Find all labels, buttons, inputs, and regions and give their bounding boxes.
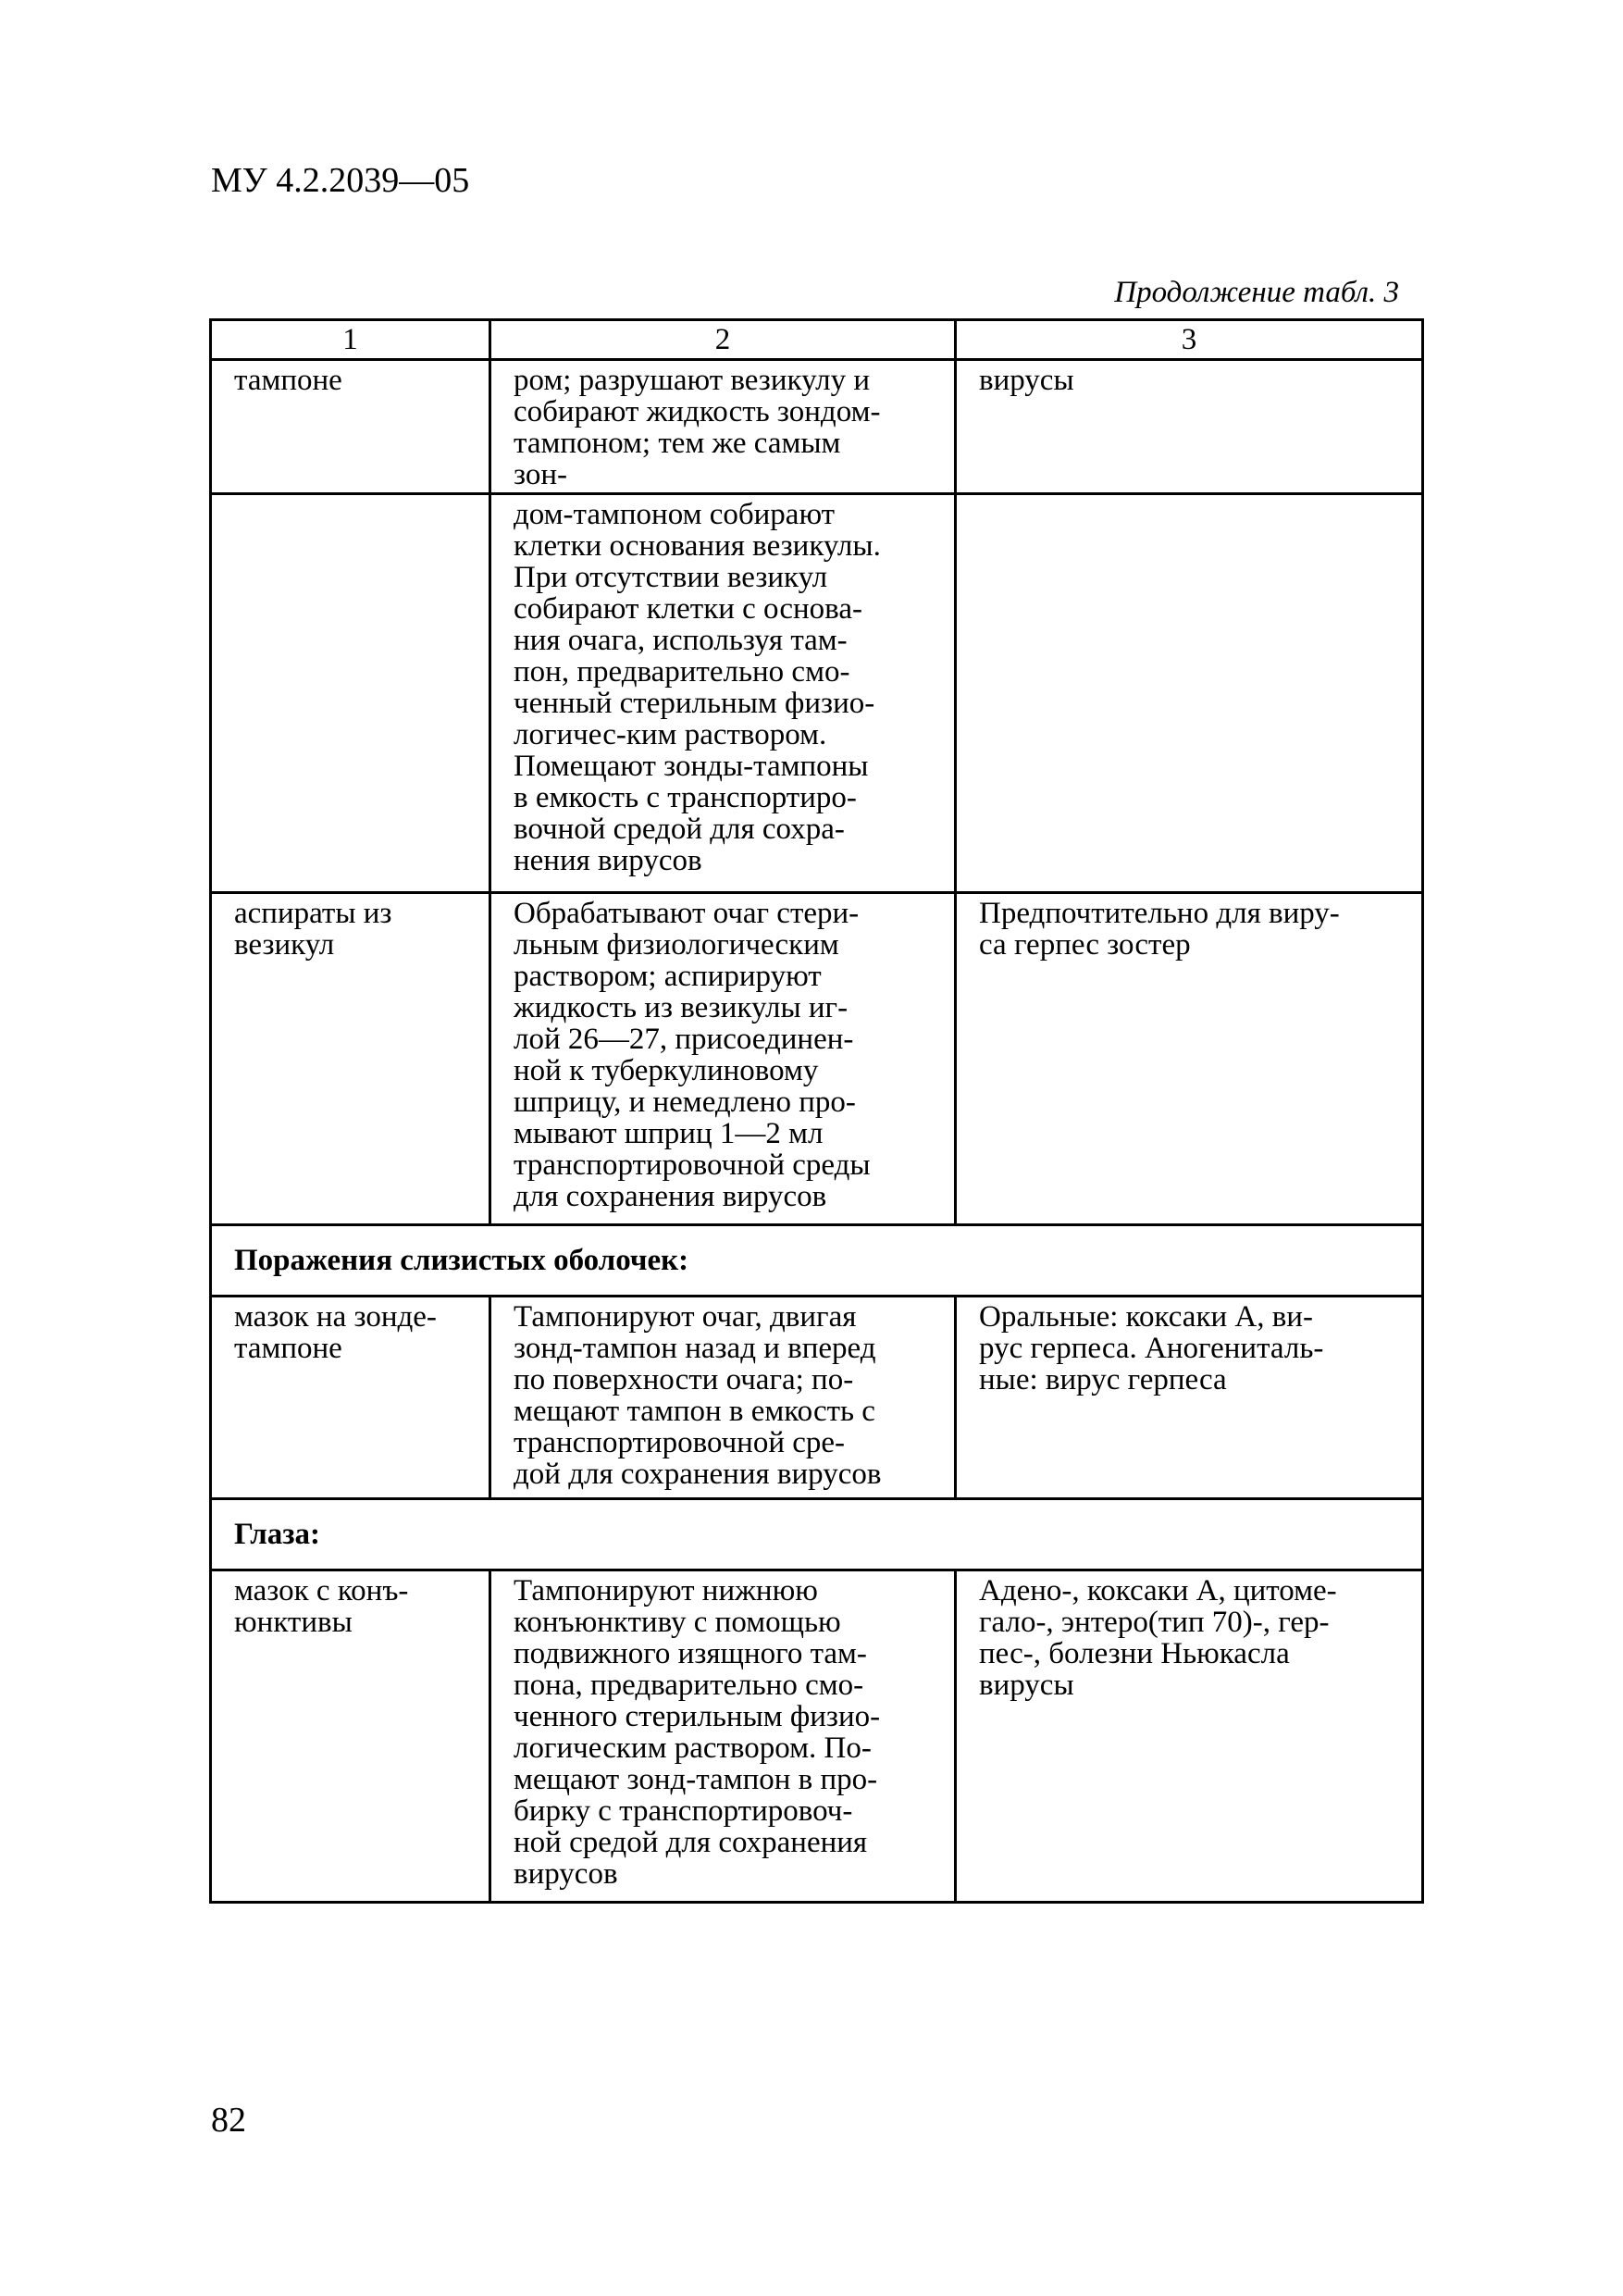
- viruses-text: вирусы: [979, 364, 1074, 397]
- table-cell: [490, 360, 956, 494]
- viruses-text: Предпочтительно для виру- са герпес зостер: [979, 897, 1340, 962]
- table-cell: [211, 360, 490, 494]
- table-cell: [956, 360, 1423, 494]
- column-header-3: 3: [956, 320, 1423, 360]
- specimen-type-text: мазок с конъ- юнктивы: [234, 1574, 409, 1639]
- section-row-eyes: [211, 1499, 1423, 1570]
- column-header-2: 2: [490, 320, 956, 360]
- table-cell: [211, 1570, 490, 1903]
- table-cell: [956, 893, 1423, 1225]
- viruses-text: [957, 495, 1421, 501]
- section-heading-cell: [211, 1499, 1423, 1570]
- table-row: [211, 1570, 1423, 1903]
- table-cell: [211, 1297, 490, 1499]
- table-row: [211, 494, 1423, 893]
- specimen-type-text: тампоне: [234, 364, 342, 397]
- document-code: МУ 4.2.2039—05: [211, 161, 470, 200]
- section-row-mucosa: [211, 1225, 1423, 1297]
- specimen-table: [209, 318, 1424, 1904]
- procedure-text: Тампонируют нижнюю конъюнктиву с помощью подвижного изящного там- пона, предварительно смо- ченного стерильным физио- логическим раствором. По- мещают зонд-тампон в про- бирку с транспортировоч- ной средой для сохранения вирусов: [514, 1574, 881, 1891]
- procedure-text: ром; разрушают везикулу и собирают жидкость зондом- тампоном; тем же самым зон-: [514, 364, 881, 491]
- table-continuation-label: Продолжение табл. 3: [1114, 276, 1399, 309]
- table-row: [211, 1297, 1423, 1499]
- table-cell: [490, 1297, 956, 1499]
- table-cell: [956, 494, 1423, 893]
- table-cell: [490, 494, 956, 893]
- specimen-type-text: аспираты из везикул: [234, 897, 392, 962]
- viruses-text: Оральные: коксаки А, ви- рус герпеса. Аногениталь- ные: вирус герпеса: [979, 1300, 1324, 1396]
- viruses-text: Адено-, коксаки А, цитоме- гало-, энтеро(тип 70)-, гер- пес-, болезни Ньюкасла вирусы: [979, 1574, 1337, 1702]
- table-header-row: [211, 320, 1423, 360]
- table-row: [211, 360, 1423, 494]
- section-heading-eyes: Глаза:: [234, 1518, 321, 1551]
- table-row: [211, 893, 1423, 1225]
- table-cell: [956, 1570, 1423, 1903]
- table-cell: [956, 1297, 1423, 1499]
- section-heading-cell: [211, 1225, 1423, 1297]
- page-number: 82: [211, 2101, 246, 2140]
- procedure-text: дом-тампоном собирают клетки основания везикулы. При отсутствии везикул собирают клетки с основа- ния очага, используя там- пон, предварительно смо- ченный стерильным физио- логичес-ким раствором. Помещают зонды-тампоны в емкость с транспортиро- вочной средой для сохра- нения вирусов: [514, 498, 881, 877]
- specimen-type-text: мазок на зонде- тампоне: [234, 1300, 437, 1365]
- table-cell: [211, 494, 490, 893]
- column-header-1: 1: [211, 320, 490, 360]
- specimen-type-text: [212, 495, 489, 501]
- section-heading-mucosa: Поражения слизистых оболочек:: [234, 1244, 689, 1277]
- procedure-text: Тампонируют очаг, двигая зонд-тампон назад и вперед по поверхности очага; по- мещают тампон в емкость с транспортировочной сре- дой для сохранения вирусов: [514, 1300, 882, 1491]
- table-cell: [490, 893, 956, 1225]
- table-cell: [490, 1570, 956, 1903]
- procedure-text: Обрабатывают очаг стери- льным физиологическим раствором; аспирируют жидкость из везикулы иг- лой 26—27, присоединен- ной к туберкулиновому шприцу, и немедлено про- мывают шприц 1—2 мл транспортировочной среды для сохранения вирусов: [514, 897, 871, 1213]
- table-cell: [211, 893, 490, 1225]
